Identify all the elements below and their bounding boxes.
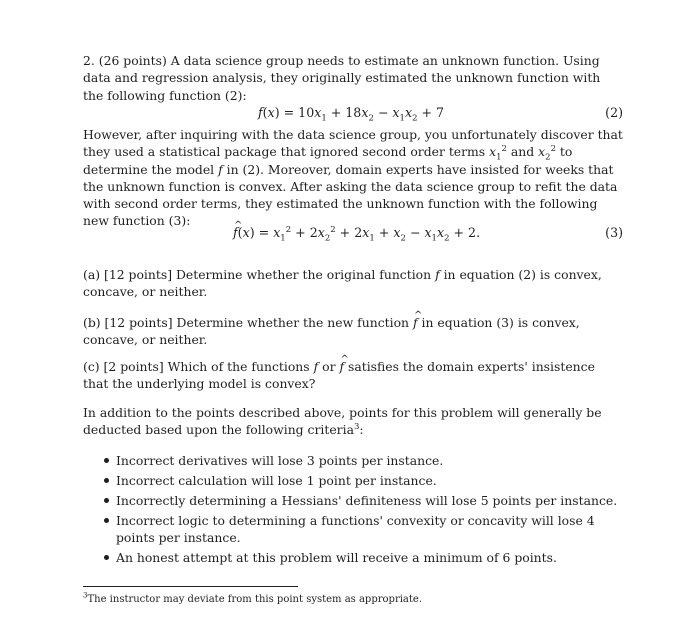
bullet-icon — [104, 458, 109, 463]
footnote-divider — [83, 586, 298, 587]
bullet-icon — [104, 498, 109, 503]
criteria-item: Incorrect derivatives will lose 3 points per instance. — [100, 452, 625, 469]
criteria-item: Incorrect logic to determining a functions' convexity or concavity will lose 4 points per instance. — [100, 512, 625, 546]
bullet-icon — [104, 518, 109, 523]
criteria-list — [100, 452, 625, 569]
criteria-item: Incorrectly determining a Hessians' definiteness will lose 5 points per instance. — [100, 492, 625, 509]
criteria-intro: In addition to the points described above, points for this problem will generally be deducted based upon the following criteria$^3$: — [83, 405, 602, 438]
equation-3-formula: ^ $f(x) = x_1^2 + 2x_2^2 + 2x_1 + x_2 - x_1x_2 + 2$. — [233, 224, 480, 242]
bullet-icon — [104, 555, 109, 560]
footnote: $^3$The instructor may deviate from this point system as appropriate. — [83, 591, 422, 605]
part-c: (c) [2 points] Which of the functions f or ^ f satisfies the domain experts' insistence that the underlying model is convex? — [83, 358, 623, 393]
bullet-icon — [104, 478, 109, 483]
equation-3-number: (3) — [605, 225, 623, 240]
equation-2 — [83, 104, 623, 122]
criteria-item: An honest attempt at this problem will receive a minimum of 6 points. — [100, 549, 625, 566]
criteria-item: Incorrect calculation will lose 1 point per instance. — [100, 472, 625, 489]
problem-context: However, after inquiring with the data science group, you unfortunately discover that they used a statistical package that ignored second order terms $x_1^2$ and $x_2^2$ to determine the model f in (2). Moreover, domain experts have insisted for weeks that the unknown function is convex. After asking the data science group to refit the data with second order terms, they estimated the unknown function with the following new function (3): — [83, 127, 623, 229]
problem-intro: 2. (26 points) A data science group needs to estimate an unknown function. Using data and regression analysis, they originally estimated the unknown function with the following function (2): — [83, 53, 601, 103]
part-a: (a) [12 points] Determine whether the original function f in equation (2) is convex, concave, or neither. — [83, 267, 602, 300]
equation-3 — [83, 224, 623, 242]
equation-2-number: (2) — [605, 105, 623, 120]
equation-2-formula: $f(x) = 10x_1 + 18x_2 - x_1x_2 + 7$ — [258, 105, 445, 124]
part-b: (b) [12 points] Determine whether the new function ^ f in equation (3) is convex, concave, or neither. — [83, 314, 623, 349]
